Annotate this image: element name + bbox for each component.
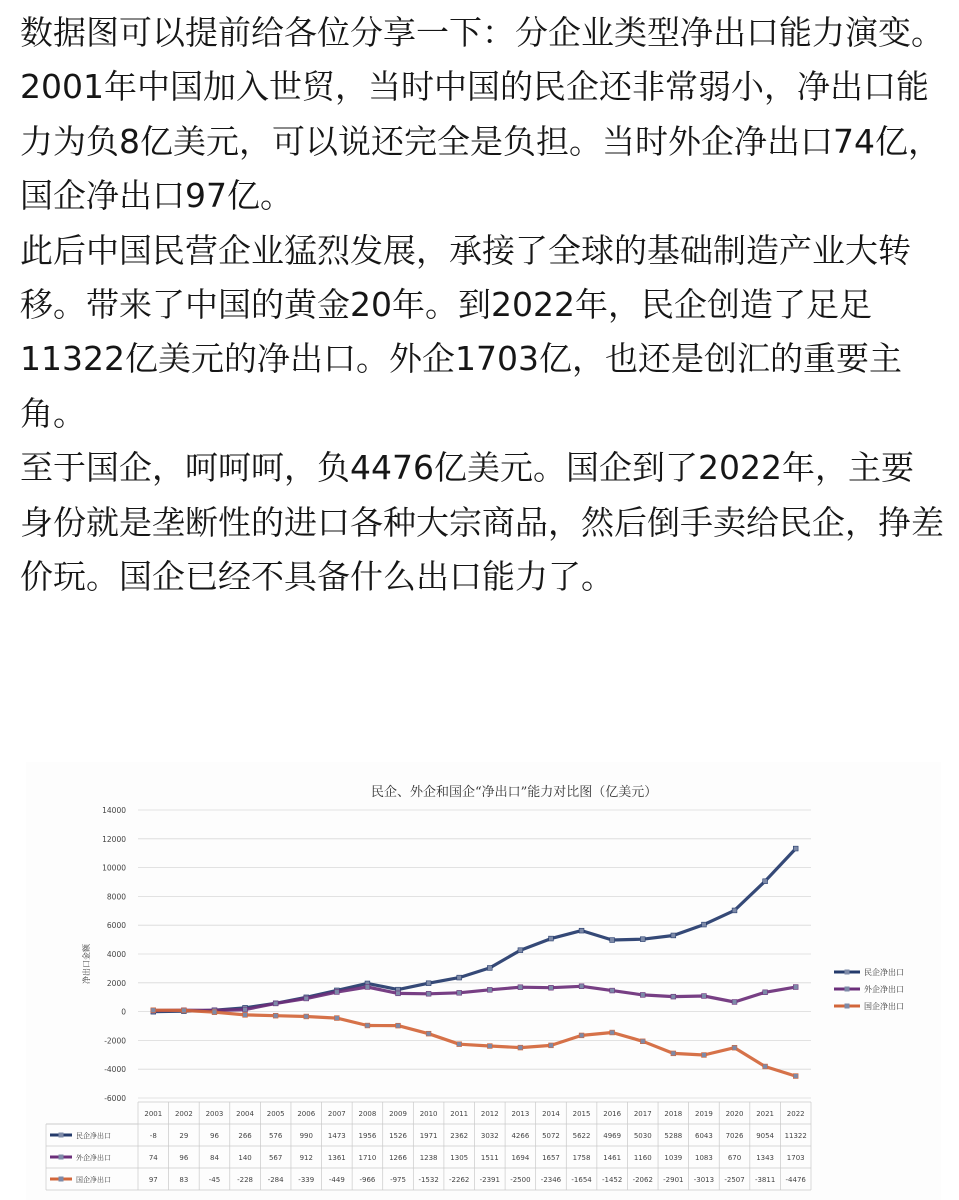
- x-tick-label: 2003: [205, 1110, 224, 1118]
- legend-label: 民企净出口: [864, 968, 904, 977]
- table-cell-value: -3811: [754, 1176, 776, 1184]
- data-point: [640, 992, 645, 997]
- data-point: [671, 1051, 676, 1056]
- table-row-marker: [59, 1133, 64, 1138]
- table-cell-value: -339: [298, 1176, 315, 1184]
- table-cell-value: -449: [328, 1176, 345, 1184]
- legend-marker: [845, 1004, 850, 1009]
- table-row-label: 民企净出口: [76, 1132, 111, 1140]
- x-tick-label: 2014: [542, 1110, 560, 1118]
- chart-image: [26, 762, 941, 1200]
- table-cell-value: 912: [299, 1154, 313, 1162]
- table-cell-value: 1461: [603, 1154, 622, 1162]
- data-point: [640, 937, 645, 942]
- series-line-3: [153, 1010, 795, 1076]
- table-cell-value: 1083: [695, 1154, 713, 1162]
- table-cell-value: 1266: [389, 1154, 407, 1162]
- x-tick-label: 2008: [358, 1110, 377, 1118]
- data-point: [671, 994, 676, 999]
- table-cell-value: 1526: [389, 1132, 407, 1140]
- table-cell-value: 1343: [756, 1154, 775, 1162]
- table-cell-value: 4969: [603, 1132, 622, 1140]
- table-cell-value: 6043: [695, 1132, 713, 1140]
- table-cell-value: 84: [210, 1154, 219, 1162]
- series-line-1: [153, 849, 795, 1012]
- table-cell-value: -3013: [693, 1176, 715, 1184]
- post-paragraph-3: 至于国企，呵呵呵，负4476亿美元。国企到了2022年，主要身份就是垄断性的进口各种大宗商品，然后倒手卖给民企，挣差价玩。国企已经不具备什么出口能力了。: [20, 448, 944, 597]
- table-cell-value: 1758: [572, 1154, 591, 1162]
- x-tick-label: 2002: [174, 1110, 193, 1118]
- chart-series: [151, 846, 798, 1078]
- chart-data-table: [46, 1102, 811, 1190]
- table-cell-value: -4476: [785, 1176, 806, 1184]
- table-cell-value: -2346: [540, 1176, 562, 1184]
- x-tick-label: 2006: [297, 1110, 316, 1118]
- table-cell-value: 1703: [786, 1154, 805, 1162]
- y-tick-label: 10000: [102, 863, 126, 873]
- table-cell-value: -2500: [510, 1176, 531, 1184]
- net-export-line-chart: [26, 762, 941, 1200]
- table-cell-value: 2362: [450, 1132, 469, 1140]
- x-tick-label: 2009: [389, 1110, 407, 1118]
- data-point: [487, 1044, 492, 1049]
- data-point: [518, 985, 523, 990]
- table-cell-value: -2062: [632, 1176, 653, 1184]
- legend-marker: [845, 970, 850, 975]
- y-tick-label: 12000: [102, 834, 126, 844]
- data-point: [181, 1008, 186, 1013]
- data-point: [243, 1012, 248, 1017]
- x-tick-label: 2011: [450, 1110, 469, 1118]
- data-point: [273, 1013, 278, 1018]
- table-cell-value: 5030: [633, 1132, 652, 1140]
- table-cell-value: -2507: [724, 1176, 745, 1184]
- table-cell-value: 9054: [756, 1132, 775, 1140]
- data-point: [579, 928, 584, 933]
- data-point: [365, 1023, 370, 1028]
- y-tick-label: 8000: [106, 892, 126, 902]
- data-point: [732, 1045, 737, 1050]
- y-tick-label: 0: [121, 1007, 126, 1017]
- data-point: [610, 988, 615, 993]
- table-cell-value: 96: [210, 1132, 219, 1140]
- data-point: [732, 908, 737, 913]
- data-point: [518, 1045, 523, 1050]
- data-point: [640, 1039, 645, 1044]
- data-point: [457, 990, 462, 995]
- y-axis: [102, 806, 126, 1103]
- table-cell-value: -2391: [479, 1176, 500, 1184]
- table-cell-value: -966: [359, 1176, 376, 1184]
- table-cell-value: 1039: [664, 1154, 683, 1162]
- data-point: [702, 994, 707, 999]
- table-cell-value: 1160: [633, 1154, 652, 1162]
- table-cell-value: -1452: [601, 1176, 623, 1184]
- data-point: [610, 938, 615, 943]
- data-point: [426, 1031, 431, 1036]
- table-cell-value: -8: [149, 1132, 157, 1140]
- table-cell-value: -975: [390, 1176, 406, 1184]
- x-tick-label: 2001: [144, 1110, 163, 1118]
- table-row-label: 外企净出口: [76, 1154, 111, 1162]
- data-point: [396, 1023, 401, 1028]
- table-cell-value: 5072: [542, 1132, 560, 1140]
- post-paragraph-1: 数据图可以提前给各位分享一下：分企业类型净出口能力演变。2001年中国加入世贸，当时中国的民企还非常弱小，净出口能力为负8亿美元，可以说还完全是负担。当时外企净出口74亿，国企净出口97亿。: [20, 13, 944, 216]
- table-cell-value: 4266: [511, 1132, 530, 1140]
- data-point: [457, 1042, 462, 1047]
- table-cell-value: -1654: [571, 1176, 592, 1184]
- table-cell-value: 74: [148, 1154, 158, 1162]
- table-cell-value: 11322: [784, 1132, 807, 1140]
- table-cell-value: 5622: [572, 1132, 591, 1140]
- data-point: [457, 975, 462, 980]
- legend-label: 外企净出口: [864, 985, 904, 994]
- table-cell-value: 1238: [419, 1154, 438, 1162]
- data-point: [426, 981, 431, 986]
- table-cell-value: 83: [179, 1176, 189, 1184]
- table-cell-value: 576: [268, 1132, 283, 1140]
- table-cell-value: 3032: [480, 1132, 499, 1140]
- x-tick-label: 2015: [572, 1110, 591, 1118]
- x-tick-label: 2010: [419, 1110, 438, 1118]
- x-tick-label: 2013: [511, 1110, 530, 1118]
- table-cell-value: 266: [238, 1132, 252, 1140]
- x-tick-label: 2016: [603, 1110, 622, 1118]
- data-point: [334, 1016, 339, 1021]
- table-cell-value: 97: [148, 1176, 158, 1184]
- table-cell-value: 1657: [542, 1154, 560, 1162]
- table-cell-value: 567: [268, 1154, 283, 1162]
- data-point: [334, 990, 339, 995]
- table-cell-value: 670: [727, 1154, 742, 1162]
- data-point: [579, 1033, 584, 1038]
- data-point: [549, 1043, 554, 1048]
- x-tick-label: 2012: [480, 1110, 499, 1118]
- table-row-marker: [59, 1155, 64, 1160]
- table-row-label: 国企净出口: [76, 1176, 111, 1184]
- table-cell-value: 1971: [419, 1132, 438, 1140]
- y-axis-label: 净出口金额: [82, 944, 91, 984]
- table-cell-value: -2262: [449, 1176, 470, 1184]
- data-point: [793, 846, 798, 851]
- data-point: [426, 991, 431, 996]
- table-cell-value: 29: [179, 1132, 189, 1140]
- data-point: [487, 987, 492, 992]
- table-cell-value: 140: [238, 1154, 252, 1162]
- data-point: [763, 879, 768, 884]
- data-point: [212, 1010, 217, 1015]
- table-cell-value: 1473: [327, 1132, 346, 1140]
- y-tick-label: 6000: [106, 921, 126, 931]
- y-tick-label: -2000: [104, 1036, 126, 1046]
- table-cell-value: -228: [237, 1176, 254, 1184]
- x-tick-label: 2007: [327, 1110, 346, 1118]
- x-tick-label: 2017: [633, 1110, 652, 1118]
- post-body: [20, 6, 945, 604]
- table-cell-value: -45: [208, 1176, 221, 1184]
- data-point: [396, 991, 401, 996]
- data-point: [702, 922, 707, 927]
- y-tick-label: -4000: [104, 1065, 126, 1075]
- table-cell-value: 7026: [725, 1132, 744, 1140]
- x-tick-label: 2022: [786, 1110, 805, 1118]
- legend-label: 国企净出口: [864, 1002, 904, 1011]
- table-cell-value: 990: [299, 1132, 313, 1140]
- x-tick-label: 2020: [725, 1110, 744, 1118]
- chart-title: 民企、外企和国企“净出口”能力对比图（亿美元）: [371, 785, 658, 800]
- data-point: [671, 933, 676, 938]
- table-row-marker: [59, 1177, 64, 1182]
- x-tick-label: 2019: [695, 1110, 713, 1118]
- data-point: [763, 990, 768, 995]
- table-cell-value: -1532: [418, 1176, 439, 1184]
- data-point: [518, 948, 523, 953]
- x-tick-label: 2018: [664, 1110, 683, 1118]
- data-point: [151, 1008, 156, 1013]
- legend-marker: [845, 987, 850, 992]
- table-cell-value: -2901: [663, 1176, 684, 1184]
- table-cell-value: -284: [267, 1176, 284, 1184]
- data-point: [732, 1000, 737, 1005]
- data-point: [243, 1007, 248, 1012]
- data-point: [487, 966, 492, 971]
- table-cell-value: 1361: [327, 1154, 346, 1162]
- data-point: [763, 1064, 768, 1069]
- y-tick-label: 2000: [106, 978, 126, 988]
- table-cell-value: 1956: [358, 1132, 377, 1140]
- table-cell-value: 1305: [450, 1154, 469, 1162]
- post-paragraph-2: 此后中国民营企业猛烈发展，承接了全球的基础制造产业大转移。带来了中国的黄金20年。到2022年，民企创造了足足11322亿美元的净出口。外企1703亿，也还是创汇的重要主角。: [20, 230, 911, 433]
- chart-legend: [834, 967, 904, 1011]
- data-point: [365, 985, 370, 990]
- x-tick-label: 2004: [236, 1110, 254, 1118]
- data-point: [273, 1001, 278, 1006]
- table-cell-value: 5288: [664, 1132, 683, 1140]
- data-point: [304, 996, 309, 1001]
- data-point: [304, 1014, 309, 1019]
- table-cell-value: 1511: [480, 1154, 499, 1162]
- x-tick-label: 2005: [266, 1110, 285, 1118]
- y-tick-label: 4000: [106, 950, 126, 959]
- x-tick-label: 2021: [756, 1110, 775, 1118]
- data-point: [549, 936, 554, 941]
- table-cell-value: 96: [179, 1154, 189, 1162]
- data-point: [793, 985, 798, 990]
- y-tick-label: 14000: [102, 806, 126, 815]
- table-cell-value: 1710: [358, 1154, 377, 1162]
- data-point: [579, 984, 584, 989]
- table-cell-value: 1694: [511, 1154, 530, 1162]
- data-point: [610, 1030, 615, 1035]
- data-point: [549, 985, 554, 990]
- data-point: [793, 1074, 798, 1079]
- data-point: [702, 1053, 707, 1058]
- y-tick-label: -6000: [104, 1094, 126, 1103]
